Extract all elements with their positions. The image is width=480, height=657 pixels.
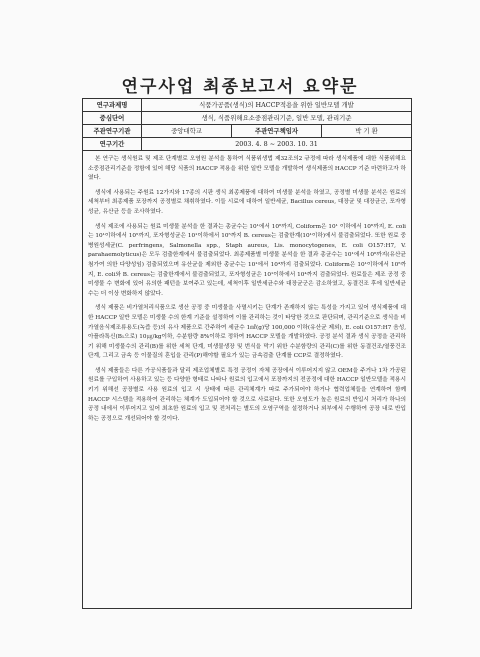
meta-row-keyword (83, 112, 412, 125)
project-label: 연구과제명 (83, 99, 142, 112)
paragraph-3: 생식 제조에 사용되는 원료 미생물 분석을 한 결과는 총균수는 10¹에서 10⁶까지, Coliform은 10¹ 이하에서 10⁶까지, E. coli는 10¹이하에서 10⁵까지, 포자형성균은 10¹이하에서 10⁵까지 B. cereus는 검출한계(10¹이하)에서 불검출되었다. 또한 원료 중 병원성세균(C. perfringens, Salmonella spp., Staph aureus, Lis. monocytogenes, E. coli O157:H7, V. parahaemolyticus)은 모두 검출한계에서 불검출되었다. 최종제품별 미생물 분석을 한 결과 총균수는 10¹에서 10⁶까지(유산균 첨가여 의한 다양성임) 검출되었으며 유산균을 제외한 총균수는 10¹에서 10⁴까지 검출되었다. Coliform은 10¹이하에서 10⁵까지, E. coli와 B. cereus는 검출한계에서 불검출되었고, 포자형성균은 10¹이하에서 10⁴까지 검출되었다. 원료들은 제조 공정 중 미생물 수 변화에 있어 유의한 패턴을 보여주고 있는데, 세척이후 일반세균수와 대장균군은 감소하였고, 동결건조 후에 일반세균수는 더 이상 변화하지 않았다. (88, 223, 406, 297)
paragraph-1: 본 연구는 생식원료 및 제조 단계별로 오염원 분석을 통하여 식품위생법 제32조의2 규정에 따라 생식제품에 대한 식품위해요소중점관리기준을 정함에 있어 해당 식품의 HACCP 적용을 위한 일반 모델을 개발하여 생식제품의 HACCP 기준 마련하고자 하였다. (88, 156, 406, 182)
org-label: 주관연구기관 (83, 125, 142, 138)
keyword-label: 중심단어 (83, 112, 142, 125)
meta-row-project (83, 99, 412, 112)
summary-sheet (82, 98, 412, 609)
meta-row-org (83, 125, 412, 138)
meta-table (82, 98, 412, 151)
meta-row-period (83, 138, 412, 151)
project-value: 식품가공품(생식)의 HACCP적용을 위한 일반모델 개발 (142, 99, 412, 112)
period-label: 연구기간 (83, 138, 142, 151)
org-value: 중앙대학교 (142, 125, 232, 138)
pi-label: 주관연구책임자 (232, 125, 322, 138)
summary-body (82, 151, 412, 609)
paragraph-4: 생식 제품은 비가열처리식품으로 생산 공정 중 미생물을 사멸시키는 단계가 존재하지 않는 특성을 가지고 있어 생식제품에 대한 HACCP 일반 모델은 미생물 수의 한계 기준을 설정하여 이를 관리하는 것이 타당한 것으로 판단되며, 관리기준으로 생식을 비가열음식제조류용도(녹즙 등)의 유사 제품으로 간주하여 세균수 1㎖(g)당 100,000 이하(유산균 제외), E. coli O157:H7 음성, 아플라톡신(B₁으로) 10㎍/kg이하, 수분함량 8%이하로 정하여 HACCP 모델을 개발하였다. 공정 분석 결과 생식 공정을 관리하기 위해 미생물수의 관리(B)를 위한 세척 단계, 미생물생장 및 번식을 막기 위한 수분함량의 관리(C)를 위한 동결건조/열풍건조 단계, 그리고 금속 등 이물질의 혼입을 관리(P)해야할 필요가 있는 금속검출 단계를 CCP로 결정하였다. (88, 305, 406, 360)
pi-value: 박 기 환 (322, 125, 412, 138)
period-value: 2003. 4. 8 ~ 2003. 10. 31 (142, 138, 412, 151)
keyword-value: 생식, 식품위해요소중점관리기준, 일반 모델, 관리기준 (142, 112, 412, 125)
page-title: 연구사업 최종보고서 요약문 (121, 77, 359, 97)
paragraph-2: 생식에 사용되는 주원료 12가지와 17종의 시판 생식 최종제품에 대하여 미생물 분석을 하였고, 공정별 미생물 분석은 원료의 세척부터 최종제품 포장까지 공정별로 채취하였다. 이들 시료에 대하여 일반세균, Bacillus cereus, 대장균 및 대장균군, 포자형성균, 유산균 등을 조사하였다. (88, 189, 406, 215)
paragraph-5: 생식 제품들은 다른 가공식품들과 달리 제조업체별로 특정 공정이 자체 공장에서 이루어지지 않고 OEM을 주거나 1차 가공된 원료를 구입하여 사용하고 있는 등 다양한 형태로 나타나 원료의 입고에서 포장까지의 전공정에 대한 HACCP 일반모델을 적용시키기 위해선 공장별로 사용 원료의 입고 시 상태에 따른 관리체계가 따로 주가되어야 하거나 협력업체들을 연계하여 함께 HACCP 시스템을 적용하여 관리하는 체계가 도입되어야 할 것으로 사료된다. 또한 오염도가 높은 원료의 반입시 처리가 하나의 공정 내에서 이루어지고 있어 최초한 원료의 입고 및 전처리는 별도의 오염구역을 설정하거나 외부에서 수행하여 공장 내로 반입하는 공정으로 개선되어야 할 것이다. (88, 367, 406, 422)
